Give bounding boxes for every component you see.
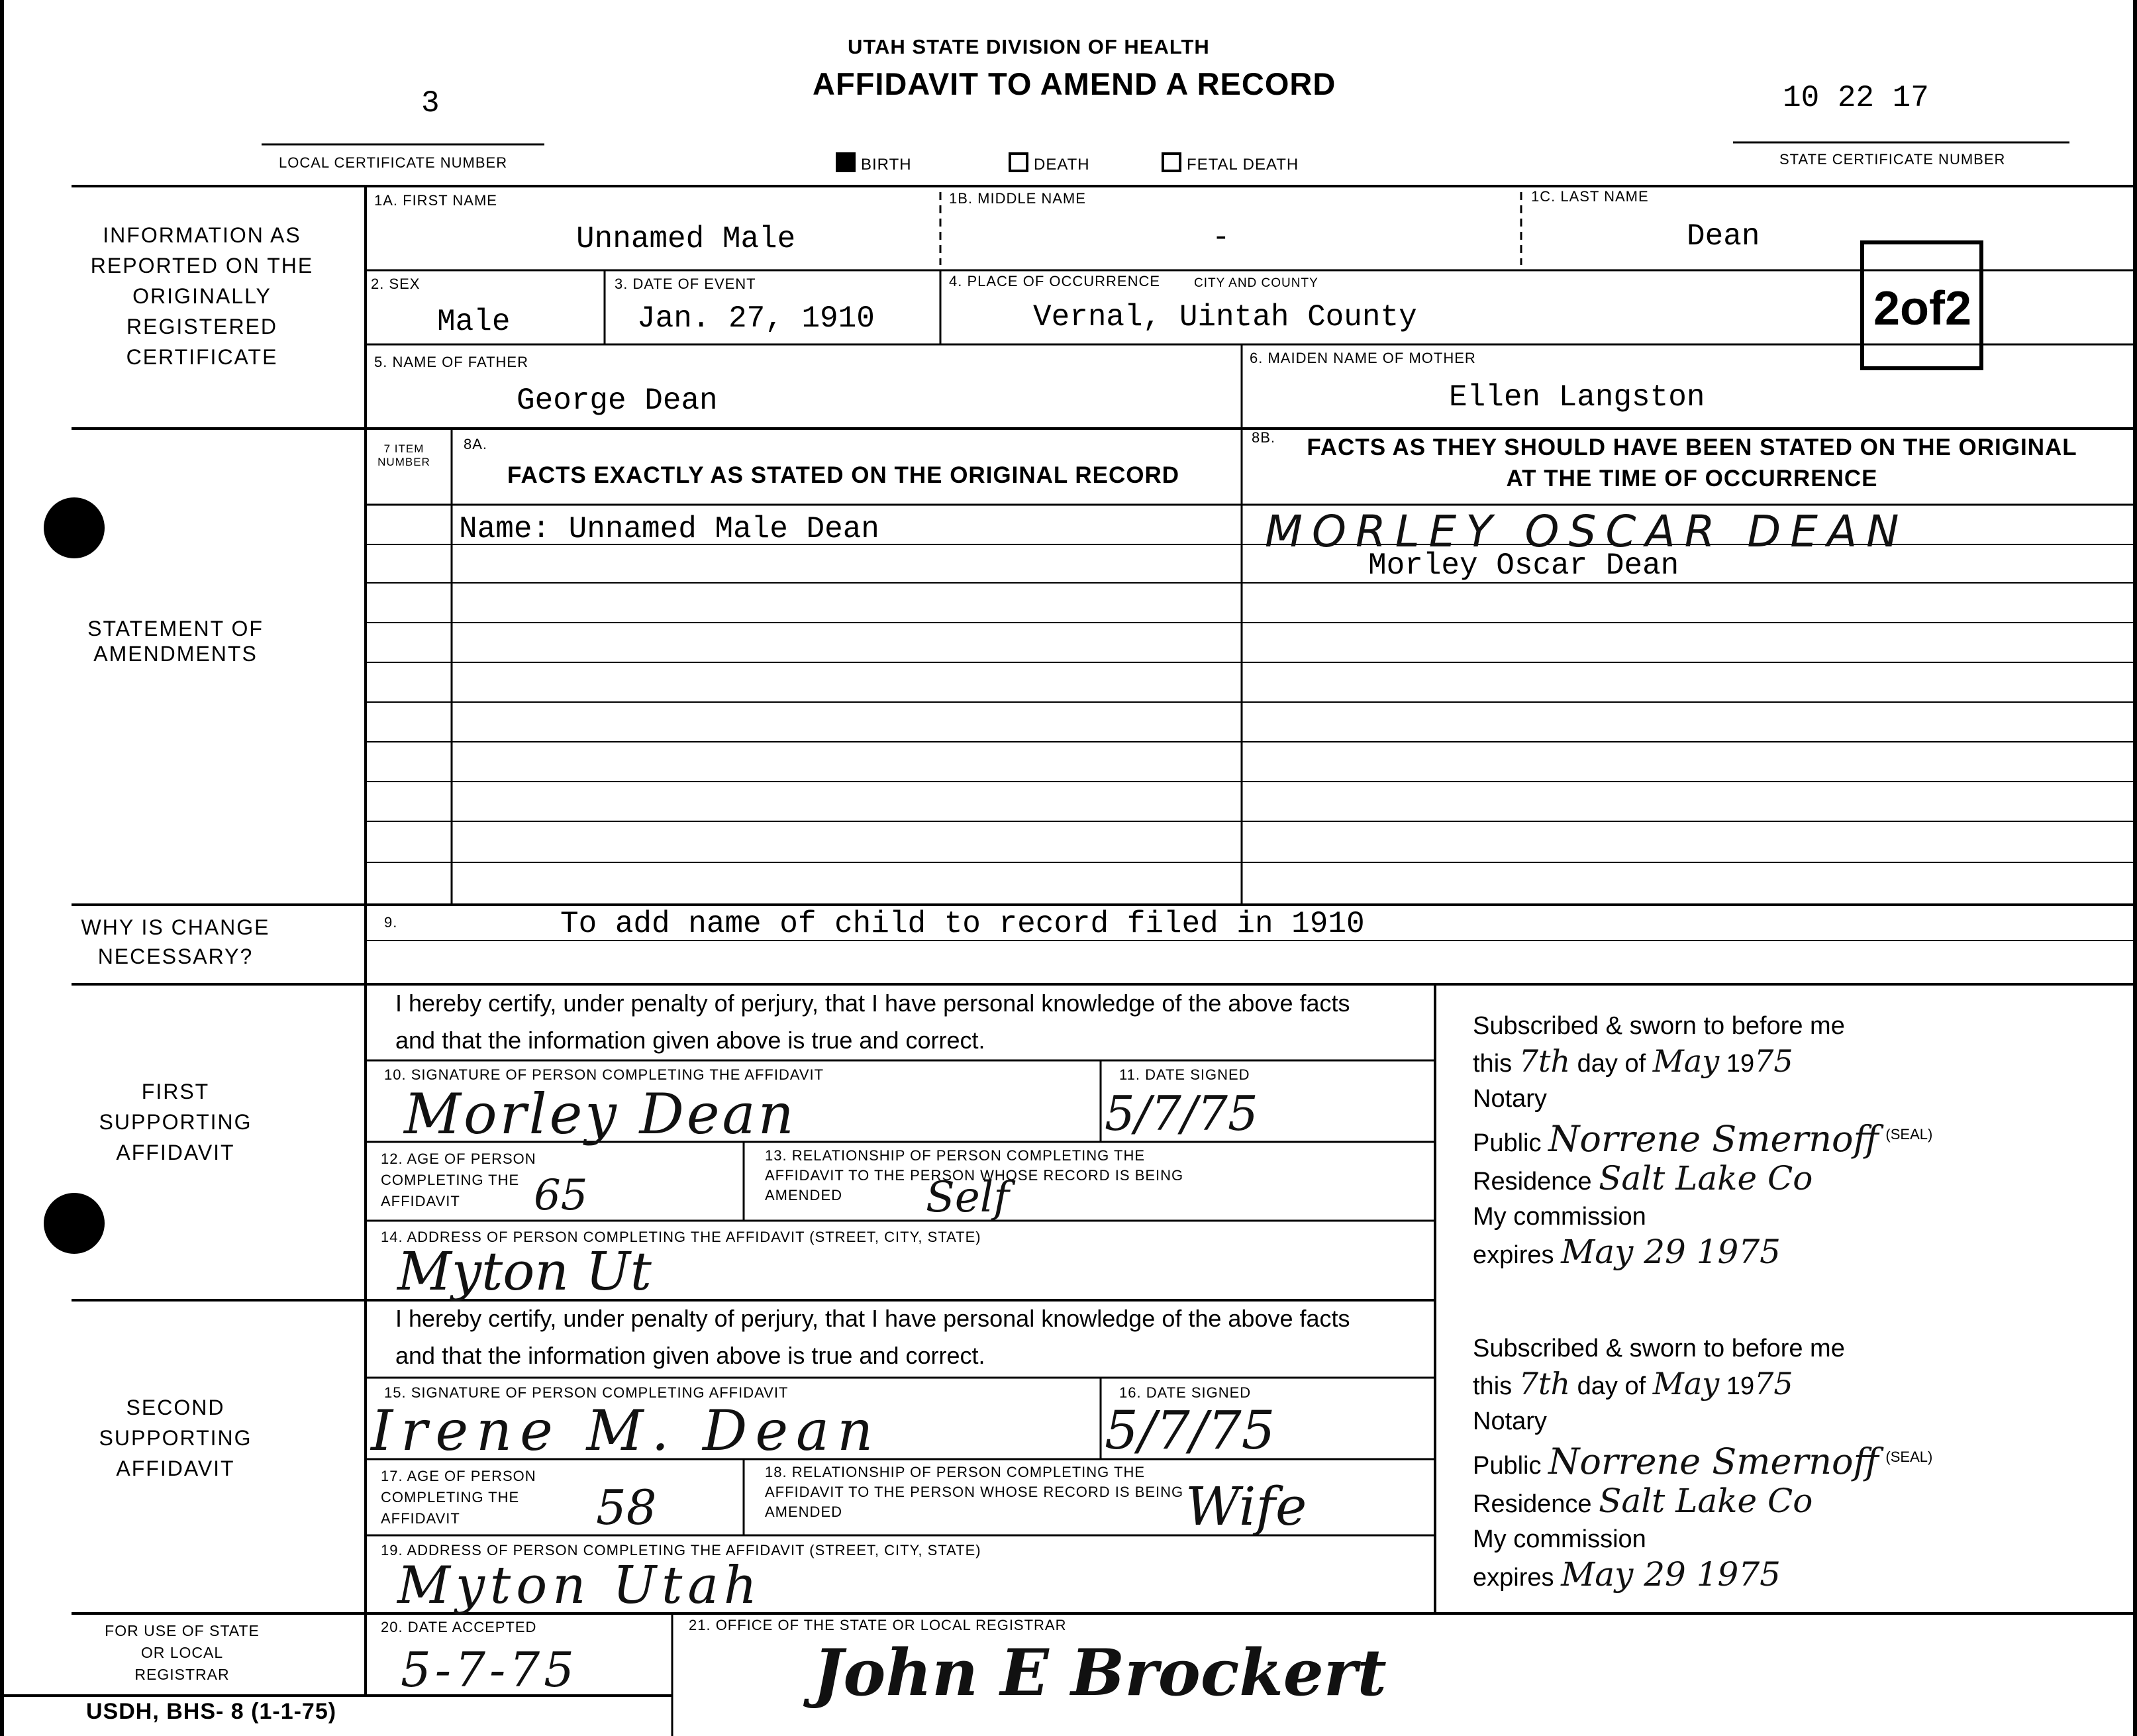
section-reason-title: WHY IS CHANGE NECESSARY? — [81, 915, 270, 968]
place-value: Vernal, Uintah County — [1033, 300, 1417, 334]
local-certificate-number: 3 — [421, 86, 440, 121]
date-accepted: 5-7-75 — [401, 1642, 578, 1698]
first-relationship-label: 13. RELATIONSHIP OF PERSON COMPLETING THE AFFIDAVIT TO THE PERSON WHOSE RECORD IS BEING AMENDED — [765, 1147, 1184, 1203]
first-address: Myton Ut — [397, 1241, 652, 1302]
col-8b-number: 8B. — [1252, 429, 1276, 446]
record-type-birth[interactable]: BIRTH — [836, 152, 912, 173]
first-date-label: 11. DATE SIGNED — [1119, 1066, 1250, 1083]
checkbox-checked-icon — [836, 152, 856, 172]
punch-hole-top — [44, 497, 105, 558]
place-sub-label: CITY AND COUNTY — [1194, 276, 1318, 290]
mother-label: 6. MAIDEN NAME OF MOTHER — [1250, 350, 1476, 366]
second-certify-text: I hereby certify, under penalty of perjury, that I have personal knowledge of the above facts and that the information given above is true and correct. — [395, 1305, 1350, 1369]
second-address-label: 19. ADDRESS OF PERSON COMPLETING THE AFFIDAVIT (STREET, CITY, STATE) — [381, 1542, 981, 1558]
section-original-info-title: INFORMATION AS REPORTED ON THE ORIGINALLY REGISTERED CERTIFICATE — [90, 223, 314, 369]
date-of-event-label: 3. DATE OF EVENT — [615, 276, 756, 292]
mother-value: Ellen Langston — [1449, 380, 1705, 415]
col-8a-title: FACTS EXACTLY AS STATED ON THE ORIGINAL RECORD — [507, 462, 1180, 488]
agency-name: UTAH STATE DIVISION OF HEALTH — [848, 35, 1210, 58]
first-signature: Morley Dean — [404, 1082, 797, 1147]
second-notary-block: Subscribed & sworn to before me this 7th day of May 1975 Notary Public Norrene Smernoff $^{(SEAL)}$ Residence Salt Lake Co My commission expires May 29 1975 — [1473, 1335, 1933, 1594]
first-age-label: 12. AGE OF PERSON COMPLETING THE AFFIDAVIT — [381, 1150, 536, 1209]
reason-text: To add name of child to record filed in 1910 — [560, 907, 1365, 941]
second-date-label: 16. DATE SIGNED — [1119, 1384, 1252, 1401]
date-of-event-value: Jan. 27, 1910 — [637, 301, 875, 336]
second-relationship: Wife — [1185, 1476, 1307, 1537]
registrar-signature: John E Brockert — [813, 1635, 1387, 1710]
sex-label: 2. SEX — [371, 276, 421, 292]
col-8b-title: FACTS AS THEY SHOULD HAVE BEEN STATED ON THE ORIGINAL AT THE TIME OF OCCURRENCE — [1307, 434, 2077, 491]
form-title: AFFIDAVIT TO AMEND A RECORD — [813, 66, 1336, 101]
registrar-office-label: 21. OFFICE OF THE STATE OR LOCAL REGISTRAR — [689, 1617, 1067, 1633]
page-stamp: 2of2 — [1873, 282, 1972, 335]
section-first-affidavit-title: FIRST SUPPORTING AFFIDAVIT — [99, 1080, 252, 1164]
second-age: 58 — [596, 1480, 657, 1535]
record-type-death[interactable]: DEATH — [1009, 152, 1090, 173]
place-label: 4. PLACE OF OCCURRENCE — [949, 273, 1161, 289]
record-type-fetal-death[interactable]: FETAL DEATH — [1162, 152, 1299, 173]
second-signature: Irene M. Dean — [371, 1398, 881, 1463]
item-number-label: 7 ITEM NUMBER — [377, 442, 430, 468]
corrected-fact-value: Morley Oscar Dean — [1368, 548, 1679, 583]
checkbox-empty-icon — [1162, 152, 1181, 172]
first-address-label: 14. ADDRESS OF PERSON COMPLETING THE AFFIDAVIT (STREET, CITY, STATE) — [381, 1229, 981, 1245]
second-relationship-label: 18. RELATIONSHIP OF PERSON COMPLETING THE AFFIDAVIT TO THE PERSON WHOSE RECORD IS BEING AMENDED — [765, 1464, 1184, 1520]
second-date: 5/7/75 — [1105, 1400, 1275, 1461]
sex-value: Male — [437, 305, 511, 339]
date-accepted-label: 20. DATE ACCEPTED — [381, 1619, 537, 1635]
first-relationship: Self — [926, 1173, 1009, 1222]
second-address: Myton Utah — [397, 1556, 763, 1615]
first-name-value: Unnamed Male — [576, 222, 796, 256]
father-label: 5. NAME OF FATHER — [374, 354, 528, 370]
col-8a-number: 8A. — [464, 436, 488, 452]
original-fact-value: Name: Unnamed Male Dean — [459, 512, 879, 546]
last-name-value: Dean — [1687, 219, 1760, 254]
reason-number: 9. — [384, 914, 398, 931]
punch-hole-bottom — [44, 1193, 105, 1254]
father-value: George Dean — [517, 383, 718, 418]
middle-name-value: - — [1212, 221, 1230, 255]
first-signature-label: 10. SIGNATURE OF PERSON COMPLETING THE AFFIDAVIT — [384, 1066, 824, 1083]
second-signature-label: 15. SIGNATURE OF PERSON COMPLETING AFFIDAVIT — [384, 1384, 789, 1401]
state-certificate-number: 10 22 17 — [1783, 81, 1929, 115]
middle-name-label: 1B. MIDDLE NAME — [949, 190, 1086, 207]
first-name-label: 1A. FIRST NAME — [374, 192, 497, 209]
last-name-label: 1C. LAST NAME — [1531, 188, 1649, 205]
local-certificate-label: LOCAL CERTIFICATE NUMBER — [279, 154, 508, 171]
form-number: USDH, BHS- 8 (1-1-75) — [86, 1699, 337, 1724]
first-certify-text: I hereby certify, under penalty of perjury, that I have personal knowledge of the above facts and that the information given above is true and correct. — [395, 990, 1350, 1054]
section-second-affidavit-title: SECOND SUPPORTING AFFIDAVIT — [99, 1396, 252, 1480]
checkbox-empty-icon — [1009, 152, 1028, 172]
first-date: 5/7/75 — [1105, 1086, 1258, 1141]
state-certificate-label: STATE CERTIFICATE NUMBER — [1779, 151, 2006, 168]
first-notary-block: Subscribed & sworn to before me this 7th day of May 1975 Notary Public Norrene Smernoff $^{(SEAL)}$ Residence Salt Lake Co My commission expires May 29 1975 — [1473, 1012, 1933, 1271]
corrected-fact-handwritten: MORLEY OSCAR DEAN — [1265, 506, 1909, 557]
first-age: 65 — [534, 1171, 588, 1220]
section-registrar-title: FOR USE OF STATE OR LOCAL REGISTRAR — [105, 1622, 260, 1683]
second-age-label: 17. AGE OF PERSON COMPLETING THE AFFIDAVIT — [381, 1468, 536, 1527]
section-amendments-title: STATEMENT OF AMENDMENTS — [87, 617, 264, 666]
